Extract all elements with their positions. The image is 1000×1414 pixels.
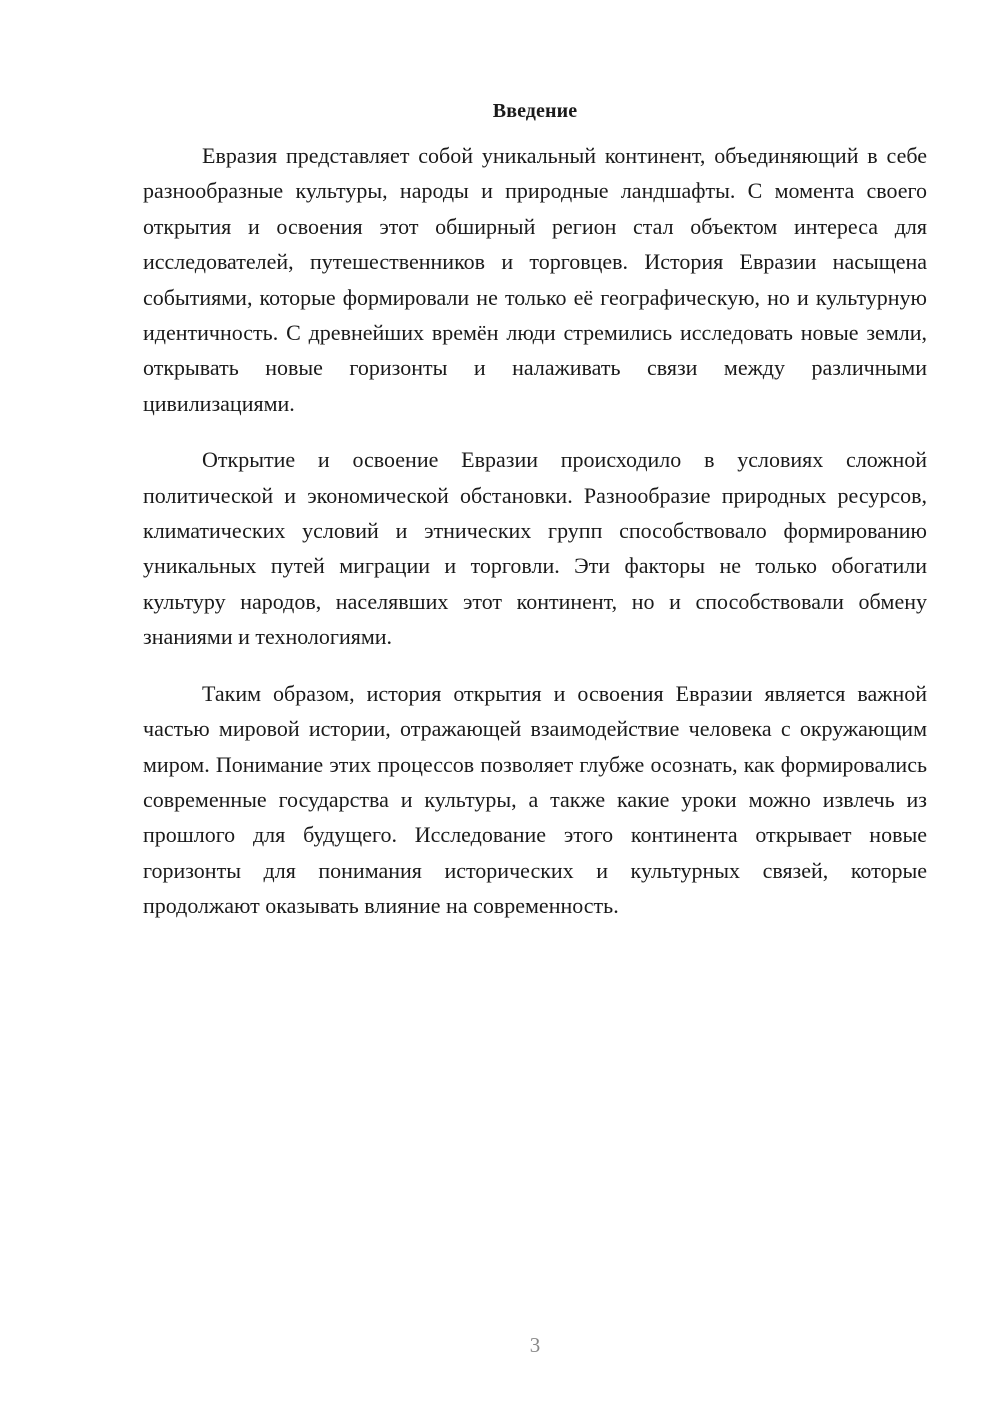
paragraph-2: Открытие и освоение Евразии происходило в условиях сложной политической и экономической обстановки. Разнообразие природных ресурсов, климатических условий и этнических групп способствовало формированию уникальных путей миграции и торговли. Эти факторы не только обогатили культуру народов, населявших этот континент, но и способствовали обмену знаниями и технологиями.	[143, 447, 927, 650]
paragraph-1: Евразия представляет собой уникальный континент, объединяющий в себе разнообразные культуры, народы и природные ландшафты. С момента своего открытия и освоения этот обширный регион стал объектом интереса для исследователей, путешественников и торговцев. История Евразии насыщена событиями, которые формировали не только её географическую, но и культурную идентичность. С древнейших времён люди стремились исследовать новые земли, открывать новые горизонты и налаживать связи между различными цивилизациями.	[143, 143, 927, 416]
page-number: 3	[529, 1333, 541, 1357]
section-title: Введение	[492, 100, 578, 122]
paragraph-3: Таким образом, история открытия и освоения Евразии является важной частью мировой истории, отражающей взаимодействие человека с окружающим миром. Понимание этих процессов позволяет глубже осознать, как формировались современные государства и культуры, а также какие уроки можно извлечь из прошлого для будущего. Исследование этого континента открывает новые горизонты для понимания исторических и культурных связей, которые продолжают оказывать влияние на современность.	[143, 680, 927, 919]
page-content	[143, 96, 927, 924]
